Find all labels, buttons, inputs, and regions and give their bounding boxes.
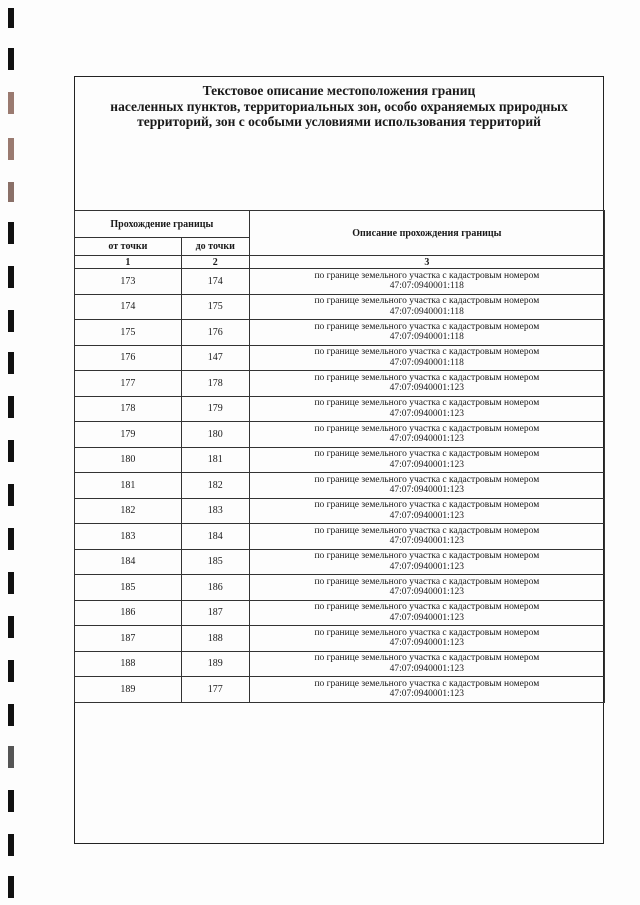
description-text: по границе земельного участка с кадастровым номером [314,525,540,536]
from-point-cell: 186 [75,600,182,626]
table-row [75,626,605,652]
header-to-point: до точки [181,238,249,256]
to-point-cell: 187 [181,600,249,626]
cadastral-number: 47:07:0940001:123 [389,510,465,521]
description-text: по границе земельного участка с кадастровым номером [314,653,540,664]
to-point-cell: 179 [181,396,249,422]
cadastral-number: 47:07:0940001:123 [389,689,465,700]
description-text: по границе земельного участка с кадастровым номером [314,500,540,511]
binding-holes [0,0,16,905]
from-point-cell: 173 [75,269,182,295]
description-text: по границе земельного участка с кадастровым номером [314,678,540,689]
boundary-table [74,210,605,703]
from-point-cell: 176 [75,345,182,371]
title-line-2: населенных пунктов, территориальных зон, особо охраняемых природных [110,98,568,114]
description-cell [249,524,604,550]
from-point-cell: 174 [75,294,182,320]
table-row [75,524,605,550]
description-cell [249,269,604,295]
from-point-cell: 175 [75,320,182,346]
description-cell [249,371,604,397]
table-row [75,396,605,422]
from-point-cell: 184 [75,549,182,575]
table-row [75,549,605,575]
from-point-cell: 189 [75,677,182,703]
description-text: по границе земельного участка с кадастровым номером [314,576,540,587]
to-point-cell: 183 [181,498,249,524]
table-row [75,498,605,524]
description-cell [249,549,604,575]
description-cell [249,345,604,371]
description-text: по границе земельного участка с кадастровым номером [314,627,540,638]
table-row [75,371,605,397]
to-point-cell: 184 [181,524,249,550]
description-text: по границе земельного участка с кадастровым номером [314,551,540,562]
header-boundary-passage: Прохождение границы [75,211,250,238]
to-point-cell: 177 [181,677,249,703]
cadastral-number: 47:07:0940001:123 [389,561,465,572]
to-point-cell: 185 [181,549,249,575]
title-line-3: территорий, зон с особыми условиями использования территорий [137,114,541,129]
title-line-1: Текстовое описание местоположения границ [202,83,476,98]
header-from-point: от точки [75,238,182,256]
cadastral-number: 47:07:0940001:118 [389,306,464,317]
cadastral-number: 47:07:0940001:123 [389,663,465,674]
to-point-cell: 189 [181,651,249,677]
from-point-cell: 187 [75,626,182,652]
to-point-cell: 175 [181,294,249,320]
cadastral-number: 47:07:0940001:123 [389,485,465,496]
description-cell [249,498,604,524]
table-row [75,294,605,320]
description-text: по границе земельного участка с кадастровым номером [314,423,540,434]
to-point-cell: 176 [181,320,249,346]
from-point-cell: 181 [75,473,182,499]
from-point-cell: 179 [75,422,182,448]
table-row [75,269,605,295]
description-text: по границе земельного участка с кадастровым номером [314,270,540,281]
to-point-cell: 147 [181,345,249,371]
table-row [75,447,605,473]
description-cell [249,600,604,626]
description-cell [249,396,604,422]
description-cell [249,422,604,448]
table-row [75,320,605,346]
table-row [75,575,605,601]
description-cell [249,651,604,677]
from-point-cell: 182 [75,498,182,524]
description-text: по границе земельного участка с кадастровым номером [314,296,540,307]
description-text: по границе земельного участка с кадастровым номером [314,474,540,485]
description-text: по границе земельного участка с кадастровым номером [314,372,540,383]
document-title [75,83,603,130]
to-point-cell: 174 [181,269,249,295]
to-point-cell: 186 [181,575,249,601]
cadastral-number: 47:07:0940001:123 [389,434,465,445]
from-point-cell: 183 [75,524,182,550]
to-point-cell: 181 [181,447,249,473]
description-text: по границе земельного участка с кадастровым номером [314,398,540,409]
document-frame [74,76,604,844]
description-cell [249,294,604,320]
cadastral-number: 47:07:0940001:123 [389,408,465,419]
cadastral-number: 47:07:0940001:123 [389,587,465,598]
description-cell [249,320,604,346]
col-number-3: 3 [249,256,604,269]
to-point-cell: 178 [181,371,249,397]
cadastral-number: 47:07:0940001:123 [389,638,465,649]
from-point-cell: 180 [75,447,182,473]
cadastral-number: 47:07:0940001:123 [389,612,465,623]
to-point-cell: 188 [181,626,249,652]
col-number-2: 2 [181,256,249,269]
to-point-cell: 182 [181,473,249,499]
description-cell [249,626,604,652]
header-description: Описание прохождения границы [249,211,604,256]
description-text: по границе земельного участка с кадастровым номером [314,347,540,358]
from-point-cell: 188 [75,651,182,677]
description-cell [249,473,604,499]
col-number-1: 1 [75,256,182,269]
cadastral-number: 47:07:0940001:123 [389,459,465,470]
table-row [75,600,605,626]
description-text: по границе земельного участка с кадастровым номером [314,449,540,460]
to-point-cell: 180 [181,422,249,448]
table-row [75,345,605,371]
table-row [75,677,605,703]
cadastral-number: 47:07:0940001:123 [389,383,465,394]
cadastral-number: 47:07:0940001:118 [389,332,464,343]
description-text: по границе земельного участка с кадастровым номером [314,321,540,332]
description-cell [249,447,604,473]
description-cell [249,575,604,601]
table-row [75,473,605,499]
cadastral-number: 47:07:0940001:118 [389,357,464,368]
cadastral-number: 47:07:0940001:118 [389,281,464,292]
table-row [75,422,605,448]
description-text: по границе земельного участка с кадастровым номером [314,602,540,613]
from-point-cell: 177 [75,371,182,397]
table-row [75,651,605,677]
description-cell [249,677,604,703]
cadastral-number: 47:07:0940001:123 [389,536,465,547]
from-point-cell: 185 [75,575,182,601]
from-point-cell: 178 [75,396,182,422]
